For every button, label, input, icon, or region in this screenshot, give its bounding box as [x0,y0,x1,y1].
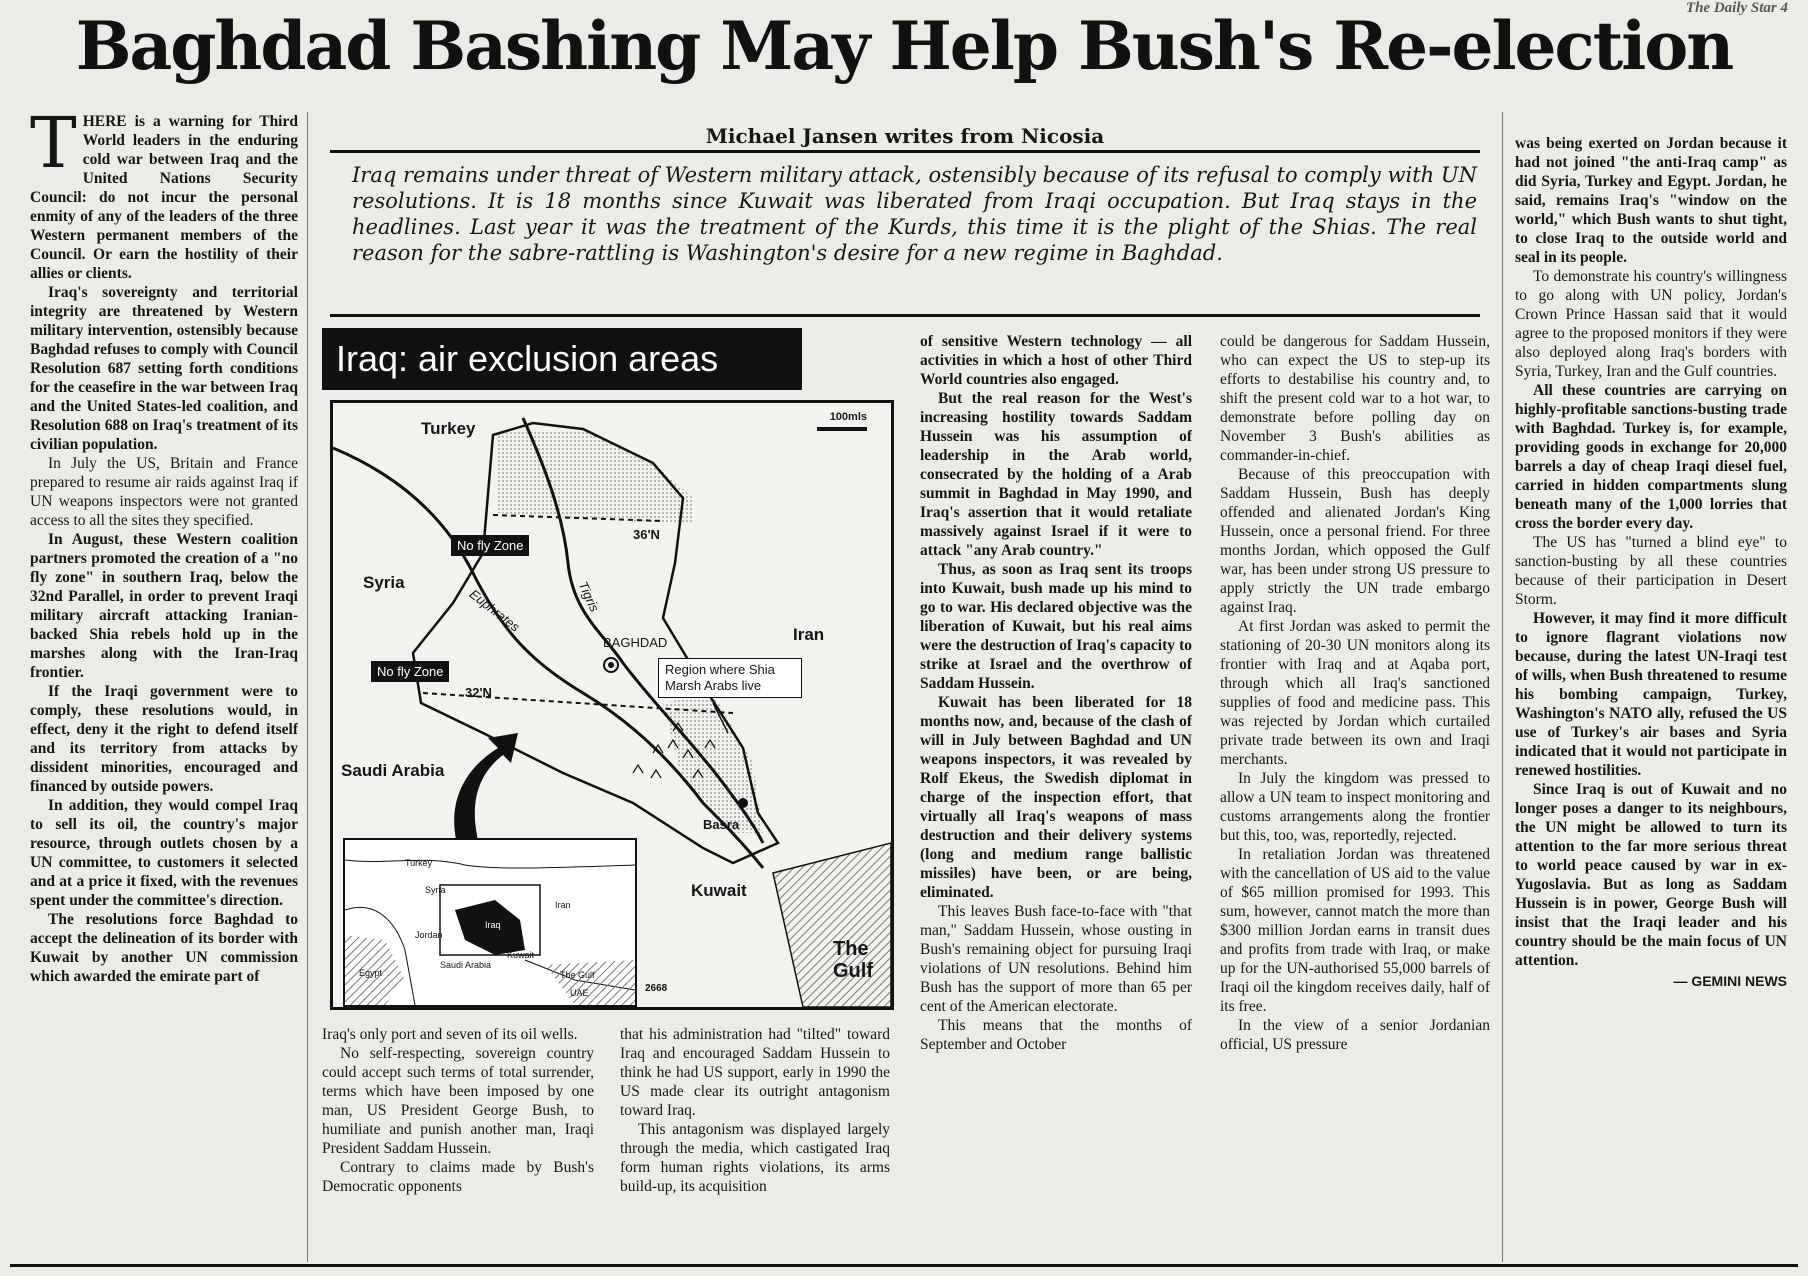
label-tigris: Tigris [575,578,603,615]
inset-label-gulf: The Gulf [560,970,595,980]
column-1 [30,112,298,1262]
paragraph: of sensitive Western technology — all activities in which a host of other Third World countries also engaged. [920,333,1192,388]
label-baghdad: BAGHDAD [603,635,668,650]
paragraph: However, it may find it more difficult to ignore flagrant violations now because, during the latest UN-Iraqi test of wills, when Bush threatened to resume his bombing campaign, Turkey, Washington's NATO ally, refused the US use of Turkey's air bases and Syria indicated that it would not participate in renewed hostilities. [1515,610,1787,779]
paragraph: Since Iraq is out of Kuwait and no longer poses a danger to its neighbours, the UN might be allowed to turn its attention to the far more serious threat to world peace caused by war in ex-Yugoslavia. But as long as Saddam Hussein is in power, George Bush will insist that the Iraqi leader and his country should be the main focus of UN attention. [1515,781,1787,969]
paragraph: The US has "turned a blind eye" to sanction-busting by all these countries because of their participation in Desert Storm. [1515,534,1787,608]
locator-inset [343,838,637,1007]
basra-marker [738,798,748,808]
paragraph: Iraq's only port and seven of its oil wells. [322,1026,578,1043]
inset-label-iran: Iran [555,900,571,910]
paragraph: This leaves Bush face-to-face with "that man," Saddam Hussein, whose ousting in Bush's remaining object for pursuing Iraqi violations of UN resolutions. Behind him Bush has the support of more than 65 per cent of the American electorate. [920,903,1192,1015]
standfirst-top-rule [330,150,1480,153]
paragraph: In July the US, Britain and France prepared to resume air raids against Iraq if UN weapons inspectors were not granted access to all the sites they specified. [30,455,298,529]
graphic-code: 2668 [645,983,668,994]
standfirst-bottom-rule [330,314,1480,317]
inset-label-uae: UAE [570,988,589,998]
credit-line: — GEMINI NEWS [1673,973,1787,989]
paragraph: In August, these Western coalition partners promoted the creation of a "no fly zone" in southern Iraq, below the 32nd Parallel, in order to prevent Iraqi military aircraft attacking Iranian-backed Shia rebels hold up in the marshes along with the Iran-Iraq frontier. [30,531,298,681]
paragraph-text: HERE is a warning for Third World leaders in the enduring cold war between Iraq and the United Nations Security Council: do not incur the personal enmity of any of the leaders of the three Western permanent members of the Council. Or earn the hostility of their allies or clients. [30,113,298,282]
paragraph: At first Jordan was asked to permit the stationing of 20-30 UN monitors along its frontier with Iraq and at Aqaba port, through which all Iraq's sanctioned supplies of food and medicine pass. This was rejected by Jordan which curtailed private trade between its own and Iraqi merchants. [1220,618,1490,768]
label-the-gulf: The Gulf [833,938,873,982]
paragraph: No self-respecting, sovereign country could accept such terms of total surrender, terms which have been imposed by one man, US President George Bush, to humiliate and punish another man, Iraqi President Saddam Hussein. [322,1045,594,1157]
paragraph: In July the kingdom was pressed to allow a UN team to inspect monitoring and customs arrangements along the frontier but this, too, was, reportedly, rejected. [1220,770,1490,844]
paragraph: was being exerted on Jordan because it had not joined "the anti-Iraq camp" as did Syria, Turkey and Egypt. Jordan, he said, remains Iraq's "window on the world," which Bush wants to shut tight, to close Iraq to the outside world and seal in its people. [1515,135,1787,266]
region-marsh-arabs: Region where Shia Marsh Arabs live [658,658,802,698]
paragraph: In addition, they would compel Iraq to sell its oil, the country's major resource, through outlets chosen by a UN committee, to customers it selected and at a price it fixed, with the revenues spent under the committee's direction. [30,797,298,909]
paragraph: Iraq's sovereignty and territorial integrity are threatened by Western military intervention, ostensibly because Baghdad refuses to comply with Council Resolution 687 setting forth conditions for the ceasefire in the war between Iraq and the United States-led coalition, and Resolution 688 on Iraq's treatment of its civilian population. [30,284,298,453]
label-iran: Iran [793,625,825,644]
paragraph: The resolutions force Baghdad to accept the delineation of its border with Kuwait by another UN commission which awarded the emirate part of [30,911,298,985]
scale-label: 100mls [829,411,867,423]
no-fly-zone-south: No fly Zone [371,661,449,682]
map-graphic [322,328,902,1018]
headline: Baghdad Bashing May Help Bush's Re-election [75,7,1733,85]
column-rule [1502,112,1503,1262]
standfirst: Iraq remains under threat of Western military attack, ostensibly because of its refusal to comply with UN resolutions. It is 18 months since Kuwait was liberated from Iraqi occupation. But Iraq stays in the headlines. Last year it was the treatment of the Kurds, this time it is the plight of the Shias. The real reason for the sabre-rattling is Washington's desire for a new regime in Baghdad. [352,163,1477,265]
column-2 [322,1025,594,1265]
paragraph: If the Iraqi government were to comply, these resolutions would, in effect, deny it the right to defend itself and its territory from attacks by dissident minorities, encouraged and financed by outside powers. [30,683,298,795]
bottom-rule [10,1264,1798,1267]
paragraph: Thus, as soon as Iraq sent its troops into Kuwait, bush made up his mind to go to war. His declared objective was the liberation of Kuwait, but his real aims were the destruction of Iraq's capacity to strike at Israel and the overthrow of Saddam Hussein. [920,561,1192,692]
column-4 [920,332,1192,1262]
inset-label-syria: Syria [425,885,446,895]
inset-label-saudi: Saudi Arabia [440,960,492,970]
byline: Michael Jansen writes from Nicosia [705,124,1105,148]
paragraph: that his administration had "tilted" toward Iraq and encouraged Saddam Hussein to think he had US support, early in 1990 the US made clear its outright antagonism toward Iraq. [620,1026,890,1119]
inset-label-egypt: Egypt [359,968,383,978]
no-fly-zone-north: No fly Zone [451,535,529,556]
scale-bar [817,427,867,431]
column-3 [620,1025,890,1265]
paragraph: To demonstrate his country's willingness to go along with UN policy, Jordan's Crown Prince Hassan said that it would agree to the proposed monitors if they were also deployed along Iraq's borders with Syria, Turkey, Iran and the Gulf countries. [1515,268,1787,380]
column-5 [1220,332,1490,1262]
inset-label-iraq: Iraq [485,920,501,930]
inset-label-turkey: Turkey [405,858,433,868]
paragraph: could be dangerous for Saddam Hussein, who can expect the US to step-up its efforts to destabilise his country and, to shift the present cold war to a hot war, to demonstrate before polling day on November 3 Bush's abilities as commander-in-chief. [1220,333,1490,464]
label-32n: 32'N [465,685,492,700]
label-36n: 36'N [633,527,660,542]
paragraph: Contrary to claims made by Bush's Democratic opponents [322,1159,594,1195]
label-turkey: Turkey [421,419,476,438]
inset-label-kuwait: Kuwait [507,950,535,960]
map-frame [330,400,894,1010]
label-euphrates: Euphrates [466,586,523,635]
paragraph: Because of this preoccupation with Saddam Hussein, Bush has deeply offended and alienated Jordan's King Hussein, once a personal friend. For three months Jordan, which opposed the Gulf war, has been under strong US pressure to apply strictly the UN trade embargo against Iraq. [1220,466,1490,616]
drop-cap: T [30,112,77,184]
inset-label-jordan: Jordan [415,930,443,940]
column-rule [307,112,308,1262]
column-6 [1515,134,1787,1264]
label-syria: Syria [363,573,405,592]
masthead: The Daily Star 4 [1685,0,1788,16]
paragraph: All these countries are carrying on highly-profitable sanctions-busting trade with Baghdad. Turkey is, for example, providing goods in exchange for 20,000 barrels a day of cheap Iraqi diesel fuel, carried in hidden compartments slung beneath many of the 1,000 lorries that cross the border every day. [1515,382,1787,532]
paragraph [30,112,298,283]
label-basra: Basra [703,817,740,832]
paragraph: In the view of a senior Jordanian official, US pressure [1220,1017,1490,1053]
paragraph: In retaliation Jordan was threatened with the cancellation of US aid to the value of $65 million promised for 1993. This sum, however, cannot match the more than $300 million Jordan earns in transit dues and profits from trade with Iraq, or make up for the UN-authorised 55,000 barrels of Iraqi oil the kingdom receives daily, half of its free. [1220,846,1490,1015]
label-saudi-arabia: Saudi Arabia [341,761,445,780]
label-kuwait: Kuwait [691,881,747,900]
gulf-label-box [833,938,893,1010]
paragraph: Kuwait has been liberated for 18 months now, and, because of the clash of will in July between Baghdad and UN weapons inspectors, it was revealed by Rolf Ekeus, the Swedish diplomat in charge of the inspection effort, that virtually all Iraq's weapons of mass destruction and their delivery systems (long and medium range ballistic missiles) have been, or are being, eliminated. [920,694,1192,901]
paragraph: This antagonism was displayed largely through the media, which castigated Iraq form human rights violations, its arms build-up, its acquisition [620,1121,890,1195]
paragraph: But the real reason for the West's increasing hostility towards Saddam Hussein was his assumption of leadership in the Arab world, consecrated by the holding of a Arab summit in Baghdad in May 1990, and Iraq's assertion that it would retaliate massively against Israel if it were to attack "any Arab country." [920,390,1192,559]
paragraph: This means that the months of September and October [920,1017,1192,1053]
map-title: Iraq: air exclusion areas [322,328,802,390]
